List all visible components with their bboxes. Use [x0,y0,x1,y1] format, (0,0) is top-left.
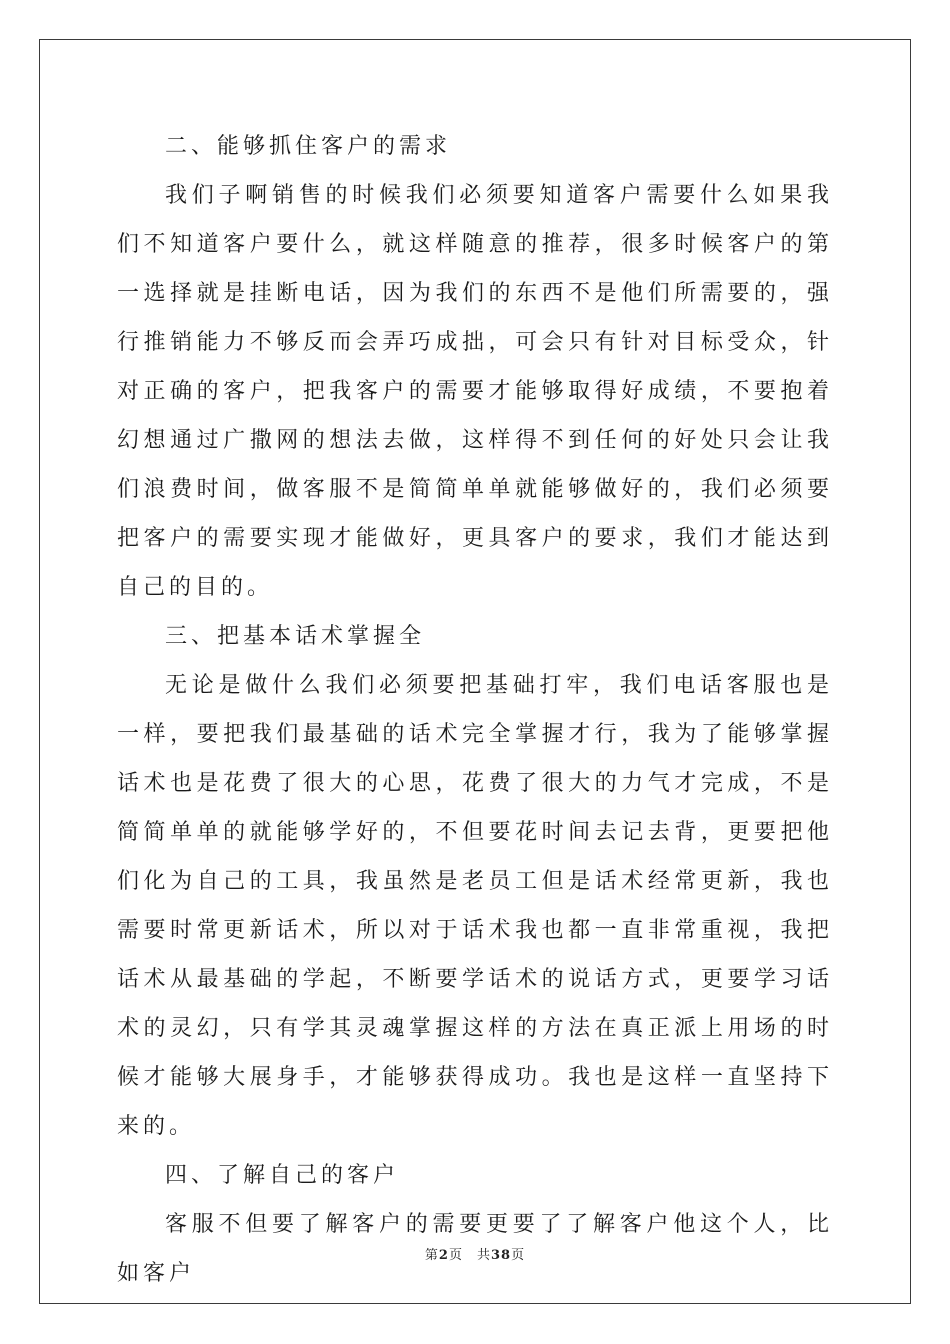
section-heading: 四、了解自己的客户 [165,1163,400,1188]
section-heading: 二、能够抓住客户的需求 [165,134,452,159]
page-footer [0,1244,950,1263]
document-body [117,122,833,1298]
total-page-count: 38 [490,1248,512,1263]
section-paragraph: 无论是做什么我们必须要把基础打牢，我们电话客服也是一样，要把我们最基础的话术完全掌握才行，我为了能够掌握话术也是花费了很大的心思，花费了很大的力气才完成，不是简简单单的就能够学好的，不但要花时间去记去背，更要把他们化为自己的工具，我虽然是老员工但是话术经常更新，我也需要时常更新话术，所以对于话术我也都一直非常重视，我把话术从最基础的学起，不断要学话术的说话方式，更要学习话术的灵幻，只有学其灵魂掌握这样的方法在真正派上用场的时候才能够大展身手，才能够获得成功。我也是这样一直坚持下来的。 [117,673,833,1139]
current-page-number: 2 [438,1248,449,1263]
section-paragraph: 客服不但要了解客户的需要更要了了解客户他这个人，比如客户 [117,1212,833,1286]
section-heading: 三、把基本话术掌握全 [165,624,426,649]
total-prefix: 共 [476,1248,491,1263]
section-paragraph: 我们子啊销售的时候我们必须要知道客户需要什么如果我们不知道客户要什么，就这样随意的推荐，很多时候客户的第一选择就是挂断电话，因为我们的东西不是他们所需要的，强行推销能力不够反而会弄巧成拙，可会只有针对目标受众，针对正确的客户，把我客户的需要才能够取得好成绩，不要抱着幻想通过广撒网的想法去做，这样得不到任何的好处只会让我们浪费时间，做客服不是简简单单就能够做好的，我们必须要把客户的需要实现才能做好，更具客户的要求，我们才能达到自己的目的。 [117,183,833,600]
page-suffix: 页 [448,1248,463,1263]
page-prefix: 第 [424,1248,439,1263]
total-suffix: 页 [511,1248,526,1263]
